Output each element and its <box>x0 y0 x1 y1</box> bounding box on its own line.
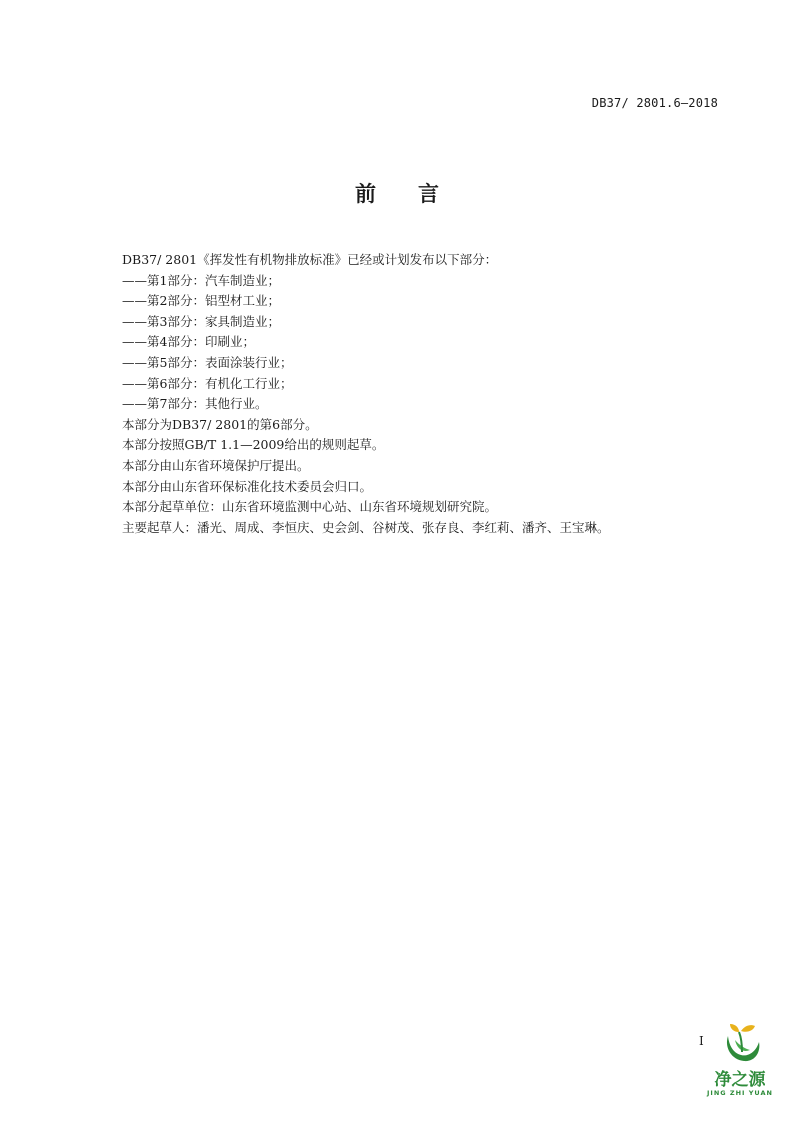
part-list-item: ——第4部分：印刷业； <box>122 334 255 350</box>
paragraph-drafters: 主要起草人：潘光、周成、李恒庆、史会剑、谷树茂、张存良、李红莉、潘齐、王宝琳。 <box>122 519 610 535</box>
document-number: DB37/ 2801.6—2018 <box>591 96 718 110</box>
intro-line: DB37/ 2801《挥发性有机物排放标准》已经或计划发布以下部分： <box>122 252 498 267</box>
foreword-body <box>122 250 722 538</box>
part-list-item: ——第3部分：家具制造业； <box>122 313 280 329</box>
part-list-item: ——第2部分：铝型材工业； <box>122 293 280 309</box>
sprout-logo-icon <box>722 1022 762 1064</box>
paragraph-centralized-by: 本部分由山东省环保标准化技术委员会归口。 <box>122 478 373 494</box>
logo-name-cn: 净之源 <box>714 1070 766 1090</box>
title-char-2: 言 <box>418 182 439 206</box>
logo-name-en: JING ZHI YUAN <box>707 1089 773 1097</box>
part-list-item: ——第7部分：其他行业。 <box>122 396 268 412</box>
page-number: I <box>699 1034 704 1048</box>
part-list-item: ——第6部分：有机化工行业； <box>122 375 293 391</box>
paragraph-proposer: 本部分由山东省环境保护厅提出。 <box>122 457 310 473</box>
paragraph-drafting-rule: 本部分按照GB/T 1.1—2009给出的规则起草。 <box>122 437 385 453</box>
paragraph-part-scope: 本部分为DB37/ 2801的第6部分。 <box>122 416 318 432</box>
page-title <box>0 178 794 208</box>
title-char-1: 前 <box>355 182 376 206</box>
paragraph-drafting-units: 本部分起草单位：山东省环境监测中心站、山东省环境规划研究院。 <box>122 499 498 515</box>
part-list-item: ——第1部分：汽车制造业； <box>122 272 280 288</box>
part-list-item: ——第5部分：表面涂装行业； <box>122 354 293 370</box>
logo <box>702 1022 778 1106</box>
